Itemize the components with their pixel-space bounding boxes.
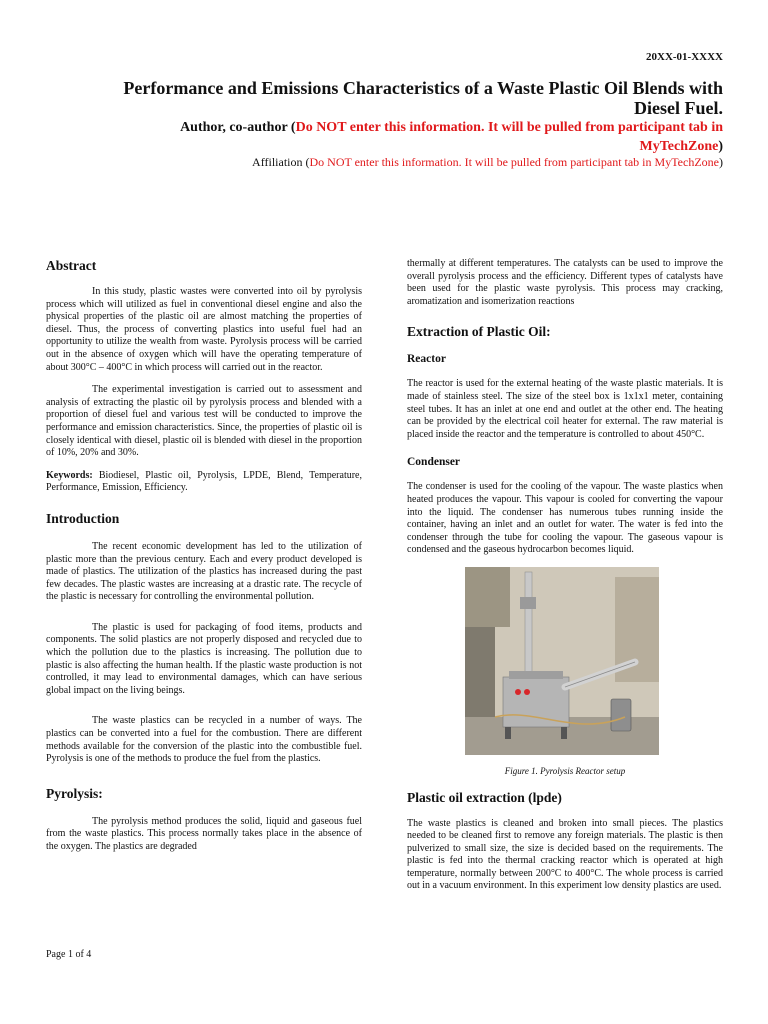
- condenser-heading: Condenser: [407, 456, 461, 469]
- authors-close: ): [718, 139, 723, 154]
- authors-label: Author, co-author (: [180, 120, 296, 135]
- introduction-paragraph-2: The plastic is used for packaging of food items, products and components. The solid plastics are not properly disposed and recycled due to which the pollution due to the plastics is increasing. The pollution due to plastic is also affecting the human health. If the plastic waste production is not controlled, it may lead to environmental damages, which can have serious global impact on the living beings.: [46, 621, 362, 696]
- introduction-paragraph-1: The recent economic development has led to the utilization of plastic more than the previous century. Each and every product developed is made of plastics. The utilization of the plastics has increased during the past few decades. The plastic wastes are increasing at a drastic rate. The recycle of the plastic is necessary for controlling the environmental pollution.: [46, 540, 362, 603]
- photo-leg-left: [505, 727, 511, 739]
- extraction-heading: Extraction of Plastic Oil:: [407, 324, 551, 340]
- abstract-heading: Abstract: [46, 258, 97, 273]
- condenser-paragraph: The condenser is used for the cooling of the vapour. The waste plastics when heated produces the vapour. This vapour is cooled for converting the vapour into the liquid. The condenser has numerous tubes running inside the container, having an inlet and an outlet for water. The water is fed into the condenser through the tube for cooling the vapour. The gaseous vapour is condensed and the gaseous hydrocarbon becomes liquid.: [407, 481, 723, 556]
- reactor-heading: Reactor: [407, 353, 446, 366]
- left-column: [46, 258, 362, 864]
- pyrolysis-heading: Pyrolysis:: [46, 785, 103, 801]
- photo-vertical-pipe: [525, 572, 532, 672]
- plastic-oil-extraction-heading: Plastic oil extraction (lpde): [407, 789, 562, 805]
- paper-title: Performance and Emissions Characteristics of a Waste Plastic Oil Blends with Diesel Fuel.: [123, 78, 723, 118]
- pyrolysis-paragraph-start: The pyrolysis method produces the solid, liquid and gaseous fuel from the waste plastics. This process normally takes place in the absence of the oxygen. The plastics are degraded: [46, 815, 362, 852]
- introduction-heading: Introduction: [46, 510, 120, 526]
- affiliation-label: Affiliation (: [252, 155, 310, 169]
- photo-reactor-lid: [509, 671, 563, 679]
- affiliation-note: Do NOT enter this information. It will be pulled from participant tab in MyTechZone: [309, 155, 719, 169]
- authors-note: Do NOT enter this information. It will be pulled from participant tab in MyTechZone: [295, 120, 723, 154]
- introduction-paragraph-3: The waste plastics can be recycled in a number of ways. The plastics can be converted into a fuel for the combustion. There are different methods available for the conversion of the plastic into the combustible fuel. Pyrolysis is one of the methods to produce the fuel from the plastics.: [46, 715, 362, 765]
- plastic-oil-extraction-paragraph: The waste plastics is cleaned and broken into small pieces. The plastics needed to be cleaned first to remove any foreign materials. The plastic is then pulverized to small size, the size is decided based on the requirements. The plastic is fed into the thermal cracking reactor which is operated at high temperature, normally between 200°C to 400°C. The whole process is carried out in a vacuum environment. In this experiment low density plastics are used.: [407, 817, 723, 892]
- paper-id: 20XX-01-XXXX: [646, 51, 723, 63]
- reactor-paragraph: The reactor is used for the external heating of the waste plastic materials. It is made of stainless steel. The size of the steel box is 1x1x1 meter, containing steel tubes. It has an inlet at one end and outlet at the other end. The heating can be provided by the electrical coil heater for external. The raw material is placed inside the reactor and the temperature is controlled to about 450°C.: [407, 378, 723, 440]
- photo-red-switch: [515, 689, 521, 695]
- pyrolysis-paragraph-continued: thermally at different temperatures. The catalysts can be used to improve the overall pyrolysis process and the efficiency. Different types of catalysts have been used for the plastic waste pyrolysis. This process may cracking, aromatization and isomerization reactions: [407, 258, 723, 307]
- keywords-list: Biodiesel, Plastic oil, Pyrolysis, LPDE, Blend, Temperature, Performance, Emission, Efficiency.: [46, 469, 362, 494]
- right-column: [407, 258, 723, 903]
- affiliation-line: [100, 155, 723, 170]
- reactor-photo-illustration: [465, 567, 659, 755]
- page-number: Page 1 of 4: [46, 949, 92, 960]
- abstract-paragraph-1: In this study, plastic wastes were converted into oil by pyrolysis process which will utilized as fuel in conventional diesel engine and also the physical properties of the plastic oil are almost matching the properties of diesel. Thus, the process of converting plastics into useful fuel had an opportunity to utilize the wealth from waste. Pyrolysis process will be carried out in the absence of oxygen which will have the operating temperature of about 300°C – 400°C in which process will carried out in the reactor.: [46, 286, 362, 373]
- affiliation-close: ): [719, 155, 723, 169]
- keywords-label: Keywords:: [46, 469, 93, 481]
- photo-reactor-box: [503, 677, 569, 727]
- keywords: [46, 470, 362, 495]
- photo-collection-container: [611, 699, 631, 731]
- photo-window: [465, 567, 510, 627]
- figure-caption: Figure 1. Pyrolysis Reactor setup: [504, 765, 626, 776]
- photo-valve: [520, 597, 536, 609]
- abstract-paragraph-2: The experimental investigation is carried out to assessment and analysis of extracting the plastic oil by pyrolysis process and blended with a proportion of diesel fuel and various test will be conducted to improve the performance and emission characteristics. Since, the properties of plastic oil is closely identical with diesel, plastic oil is blended with diesel in the proportion of 10%, 20% and 30%.: [46, 384, 362, 459]
- photo-red-switch-2: [524, 689, 530, 695]
- authors-line: [120, 118, 723, 156]
- pyrolysis-reactor-photo: [465, 567, 659, 755]
- photo-leg-right: [561, 727, 567, 739]
